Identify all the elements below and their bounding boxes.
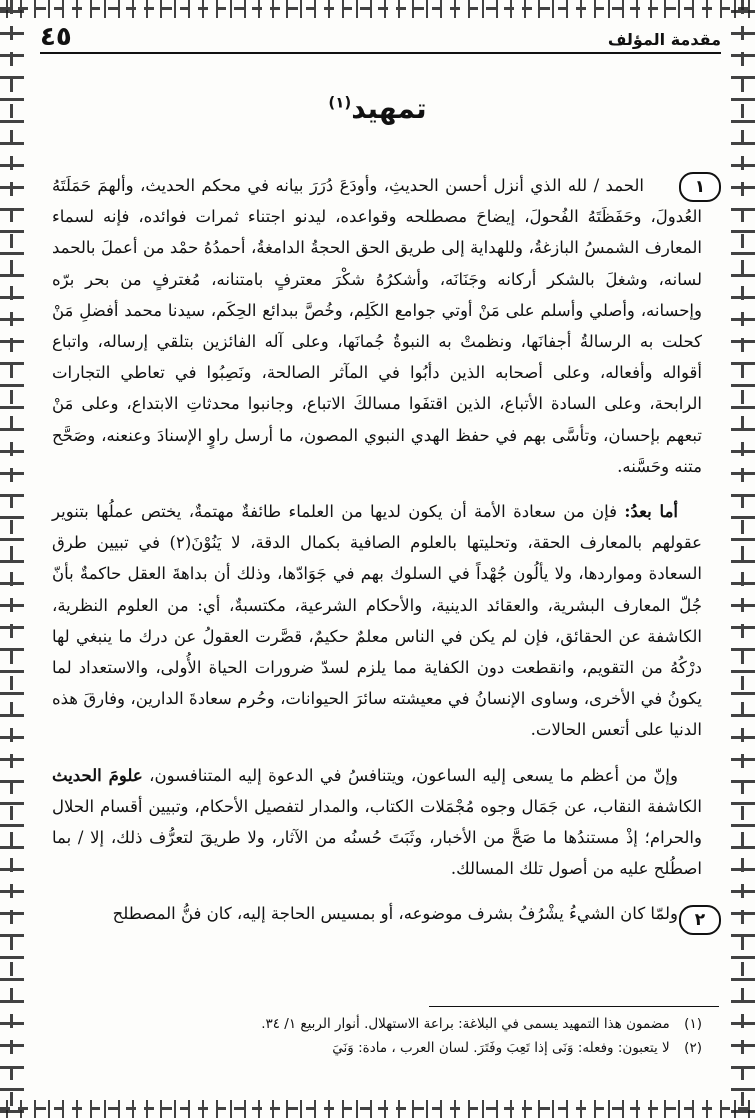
title-footnote-ref: (١)	[328, 93, 352, 112]
paragraph-lead: أما بعدُ:	[624, 502, 679, 522]
running-header	[40, 18, 721, 54]
main-text	[52, 170, 702, 944]
margin-marker-1: ١	[679, 172, 721, 202]
paragraph-text-rest: الكاشفة النقاب، عن جَمَال وجوه مُجْمَلات الكتاب، والمدار لتفصيل الأحكام، وتبيين أقسام الحلال والحرام؛ إذْ مستندُها ما صَحَّ من الأخبار، وثَبَتَ حُسنُه من الآثار، ولا طريقَ لتعرُّف ذلك، إلا / بما اصطُلح عليه من أصول تلك المسالك.	[52, 796, 702, 879]
paragraph-text: فإن من سعادة الأمة أن يكون لديها من العلماء طائفةٌ مهتمةٌ، يختص عملُها بتنوير عقولهم بالمعارف الحقة، وتحليتها بالعلوم الصافية بكمال الدقة، لا يَنُوْنَ(٢) في تبيين طرق السعادة ومواردها، ولا يألُون جُهْداً في السلوك بهم في جَوَادّها، وذلك أن بداهةَ العقل حاكمةٌ بأنّ جُلّ المعارف البشرية، والعقائد الدينية، والأحكام الشرعية، مكتسبةٌ، أي: من العلوم النظرية، الكاشفة عن الحقائق، فإن لم يكن في الناس معلمٌ حكيمٌ، قصَّرت العقولُ عن درك ما ينبغي لها درْكُهُ من التقويم، وانقطعت دون الكفاية مما يلزم لسدّ ضرورات الحياة الأُولى، والاستعداد لما يكونُ في الأخرى، وساوى الإنسانُ في معيشته سائرَ الحيوانات، وحُرم سعادةَ الدارين، وفارقَ هذه الدنيا على أتعس الحالات.	[52, 502, 702, 740]
chapter-title	[0, 92, 755, 125]
footnotes	[52, 1012, 702, 1060]
top-ornament-border	[0, 0, 755, 18]
paragraph-text: الحمد / لله الذي أنزل أحسن الحديثِ، وأودَعَ دُرَرَ بيانه في محكم الحديث، وألهمَ حَمَلَتَهُ العُدولَ، وحَفَظَتَهُ الفُحولَ، إيضاحَ مصطلحه وقواعده، ليدنو اجتناء ثمرات فوائده، فإنه لسماء المعارف الشمسُ البازغةُ، وللهداية إلى طريق الحق الحجةُ الدامغةُ، أحمدُهُ حمْد من أعملَ بالحمد لسانه، وشغلَ بالشكر أركانه وجَنَانَه، وأشكرُهُ شكْرَ معترفٍ بامتنانه، مُغترفٍ من بحر برّه وإحسانه، وأصلي وأسلم على مَنْ أوتي جوامع الكَلِم، وخُصَّ ببدائع الحِكَم، سيدنا محمد أفضلِ مَنْ كحلت به الرسالةُ أجفانَها، ونظمتْ به النبوةُ جُمانَها، وعلى آله الفائزين بتلقي إرساله، واتباع أقواله وأفعاله، وعلى أصحابه الذين دأبُوا في المآثر الصالحة، ونَصِبُوا في تعاطي التجارات الرابحة، وعلى السادة الأتباع، الذين اقتفَوا مسالكَ الاتباع، وجانبوا محدثاتِ الابتداع، وعلى مَنْ تبعهم بإحسان، وتأسَّى بهم في حفظ الهدي النبوي المصون، ما أرسل راوٍ الإسنادَ وعنعنه، وصَحَّح متنه وحَسَّنه.	[52, 176, 702, 476]
paragraph-bold-term: علومَ الحديث	[52, 765, 143, 785]
footnote-item	[52, 1036, 702, 1060]
bottom-ornament-border	[0, 1100, 755, 1118]
footnote-text: مضمون هذا التمهيد يسمى في البلاغة: براعة الاستهلال. أنوار الربيع ١/ ٣٤.	[261, 1016, 670, 1032]
footnote-number: (٢)	[684, 1040, 702, 1056]
footnote-text: لا يتعبون: وفعله: وَنَى إذا تَعِبَ وفَتَرَ. لسان العرب ، مادة: وَنَيَ	[332, 1040, 670, 1056]
paragraph-opening	[52, 170, 702, 482]
footnote-item	[52, 1012, 702, 1036]
section-title: مقدمة المؤلف	[607, 30, 721, 49]
page-number: ٤٥	[40, 22, 72, 52]
paragraph-hadith-sciences	[52, 760, 702, 885]
paragraph-continuation	[52, 898, 702, 929]
paragraph-amma-badu	[52, 496, 702, 746]
footnote-separator	[429, 1006, 719, 1007]
margin-marker-2: ٢	[679, 905, 721, 935]
chapter-title-text: تمهيد	[351, 92, 427, 125]
footnote-number: (١)	[684, 1016, 702, 1032]
left-ornament-border	[0, 0, 24, 1118]
paragraph-text: ولمّا كان الشيءُ يشْرُفُ بشرف موضوعه، أو بمسيس الحاجة إليه، كان فنُّ المصطلح	[112, 904, 678, 924]
paragraph-text: وإنّ من أعظم ما يسعى إليه الساعون، ويتنافسُ في الدعوة إليه المتنافسون،	[142, 765, 678, 785]
right-ornament-border	[731, 0, 755, 1118]
